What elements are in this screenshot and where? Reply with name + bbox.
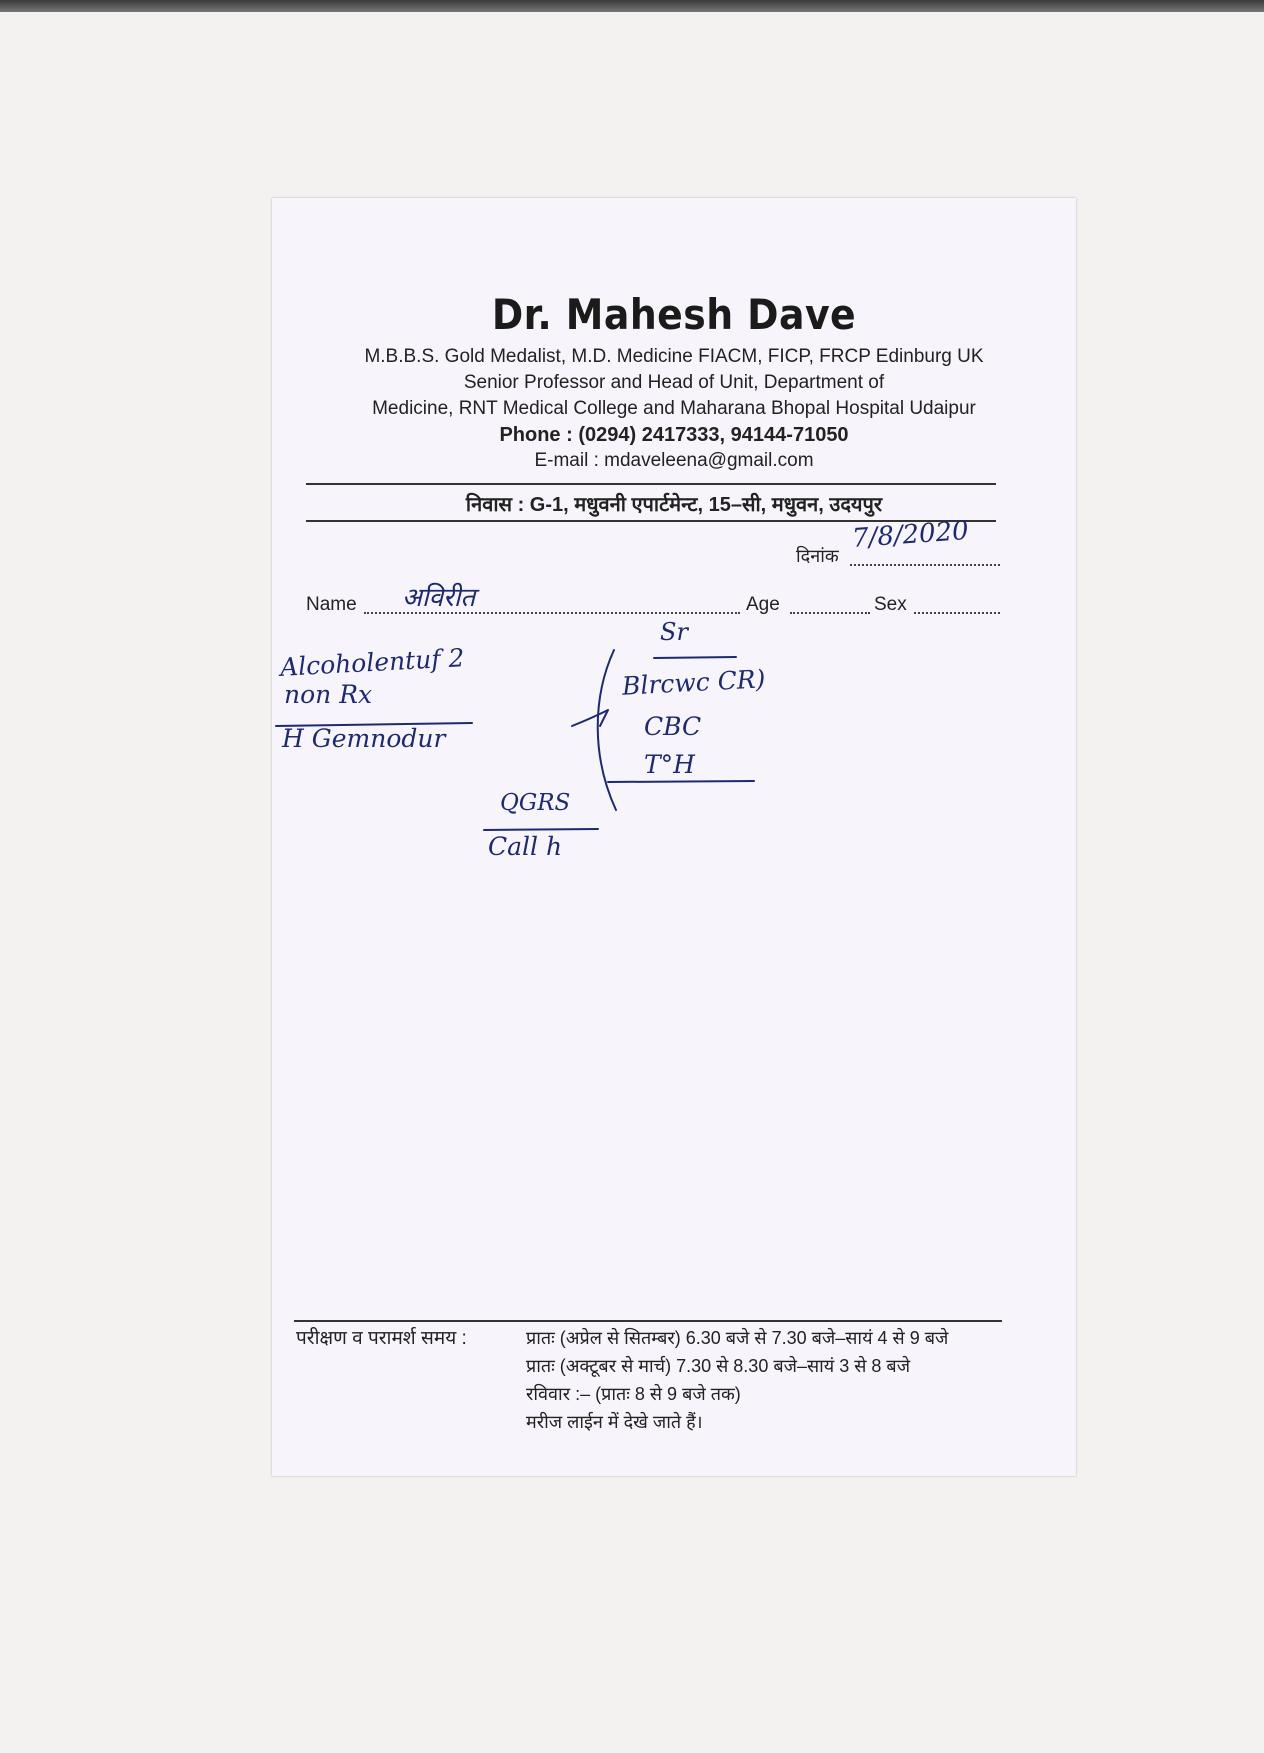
footer-divider <box>294 1320 1002 1322</box>
footer-label: परीक्षण व परामर्श समय : <box>296 1328 467 1349</box>
note-right-1: Blrcwc CR) <box>621 664 767 701</box>
note-right-3: T°H <box>644 750 695 779</box>
footer-line-2: प्रातः (अक्टूबर से मार्च) 7.30 से 8.30 बजे–सायं 3 से 8 बजे <box>526 1356 911 1376</box>
prescription-page <box>272 198 1076 1476</box>
scan-top-edge <box>0 0 1264 12</box>
name-value: अविरीत <box>402 583 476 613</box>
qualifications: M.B.B.S. Gold Medalist, M.D. Medicine FIACM, FICP, FRCP Edinburg UK <box>364 346 984 367</box>
date-value: 7/8/2020 <box>851 515 970 555</box>
note-left-1: Alcoholentuf 2 <box>279 643 466 682</box>
note-middle-1: QGRS <box>500 790 571 816</box>
doctor-name: Dr. Mahesh Dave <box>491 290 857 339</box>
footer-line-4: मरीज लाईन में देखे जाते हैं। <box>526 1412 703 1432</box>
age-label: Age <box>746 594 780 615</box>
handwritten-strokes <box>272 198 1076 898</box>
note-left-3: H Gemnodur <box>282 724 446 753</box>
name-label: Name <box>306 594 357 615</box>
footer-line-1: प्रातः (अप्रेल से सितम्बर) 6.30 बजे से 7.30 बजे–सायं 4 से 9 बजे <box>526 1328 949 1348</box>
note-middle-2: Call h <box>488 832 563 861</box>
note-right-2: CBC <box>644 712 702 741</box>
residence-address: निवास : G-1, मधुवनी एपार्टमेन्ट, 15–सी, मधुवन, उदयपुर <box>465 494 883 516</box>
date-label: दिनांक <box>796 546 839 566</box>
phone: Phone : (0294) 2417333, 94144-71050 <box>499 424 849 446</box>
note-right-top: Sr <box>660 618 688 646</box>
position: Senior Professor and Head of Unit, Department of <box>463 372 885 393</box>
note-left-2: non Rx <box>284 680 373 709</box>
institution: Medicine, RNT Medical College and Maharana Bhopal Hospital Udaipur <box>372 398 976 419</box>
footer-line-3: रविवार :– (प्रातः 8 से 9 बजे तक) <box>526 1384 741 1404</box>
email: E-mail : mdaveleena@gmail.com <box>534 450 814 471</box>
sex-label: Sex <box>874 594 907 615</box>
